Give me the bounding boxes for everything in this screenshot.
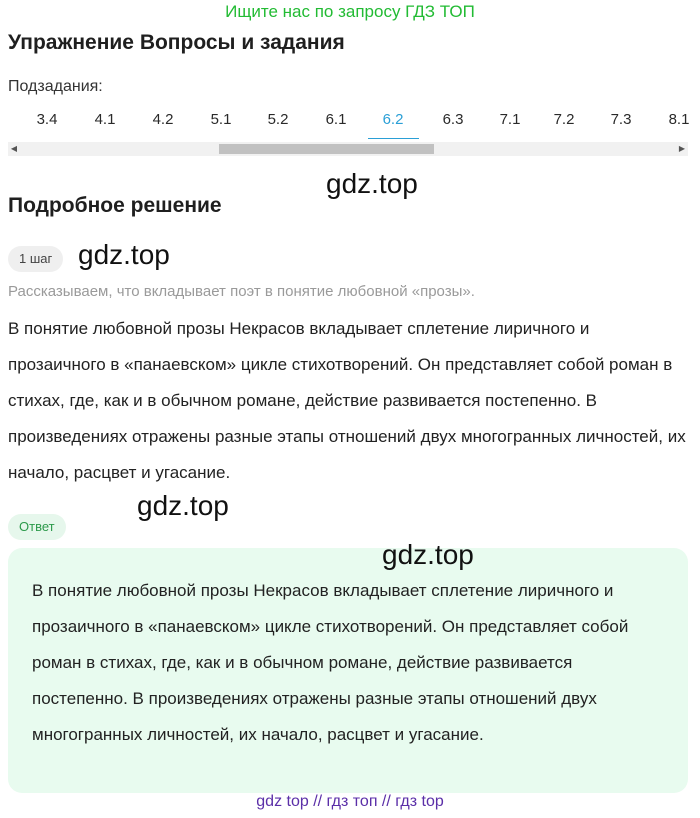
tab-8-1[interactable]: 8.1 <box>668 111 690 128</box>
step-hint: Рассказываем, что вкладывает поэт в понятие любовной «прозы». <box>8 283 475 300</box>
watermark: gdz.top <box>326 168 418 199</box>
answer-text: В понятие любовной прозы Некрасов вкладывает сплетение лиричного и прозаичного в «панаевском» цикле стихотворений. Он представляет собой роман в стихах, где, как и в обычном романе, действие развивается постепенно. В произведениях отражены разные этапы отношений двух многогранных личностей, их начало, расцвет и угасание. <box>32 581 629 744</box>
solution-title: Подробное решение <box>8 194 222 217</box>
scroll-thumb[interactable] <box>219 144 434 154</box>
footer-links[interactable]: gdz top // гдз топ // гдз top <box>256 793 444 810</box>
tab-7-3[interactable]: 7.3 <box>610 111 632 128</box>
tab-3-4[interactable]: 3.4 <box>36 111 58 128</box>
watermark: gdz.top <box>78 239 170 270</box>
scroll-left-arrow-icon[interactable]: ◀ <box>10 144 18 153</box>
scroll-right-arrow-icon[interactable]: ▶ <box>678 144 686 153</box>
watermark: gdz.top <box>137 490 229 521</box>
tab-4-1[interactable]: 4.1 <box>94 111 116 128</box>
active-tab-indicator <box>368 138 419 139</box>
exercise-title: Упражнение Вопросы и задания <box>8 31 345 54</box>
tab-6-2[interactable]: 6.2 <box>382 111 404 128</box>
solution-text: В понятие любовной прозы Некрасов вкладывает сплетение лиричного и прозаичного в «панаевском» цикле стихотворений. Он представляет собой роман в стихах, где, как и в обычном романе, действие развивается постепенно. В произведениях отражены разные этапы отношений двух многогранных личностей, их начало, расцвет и угасание. <box>8 319 686 482</box>
tab-5-2[interactable]: 5.2 <box>267 111 289 128</box>
tab-6-3[interactable]: 6.3 <box>442 111 464 128</box>
tab-7-2[interactable]: 7.2 <box>553 111 575 128</box>
subtask-tabs <box>0 105 700 139</box>
tab-6-1[interactable]: 6.1 <box>325 111 347 128</box>
subtasks-label: Подзадания: <box>8 78 103 95</box>
answer-badge: Ответ <box>8 514 66 540</box>
tabs-scrollbar[interactable] <box>8 142 688 156</box>
step-badge: 1 шаг <box>8 246 63 272</box>
search-banner: Ищите нас по запросу ГДЗ ТОП <box>225 2 475 21</box>
tab-7-1[interactable]: 7.1 <box>499 111 521 128</box>
tab-5-1[interactable]: 5.1 <box>210 111 232 128</box>
tab-4-2[interactable]: 4.2 <box>152 111 174 128</box>
watermark: gdz.top <box>382 539 474 570</box>
